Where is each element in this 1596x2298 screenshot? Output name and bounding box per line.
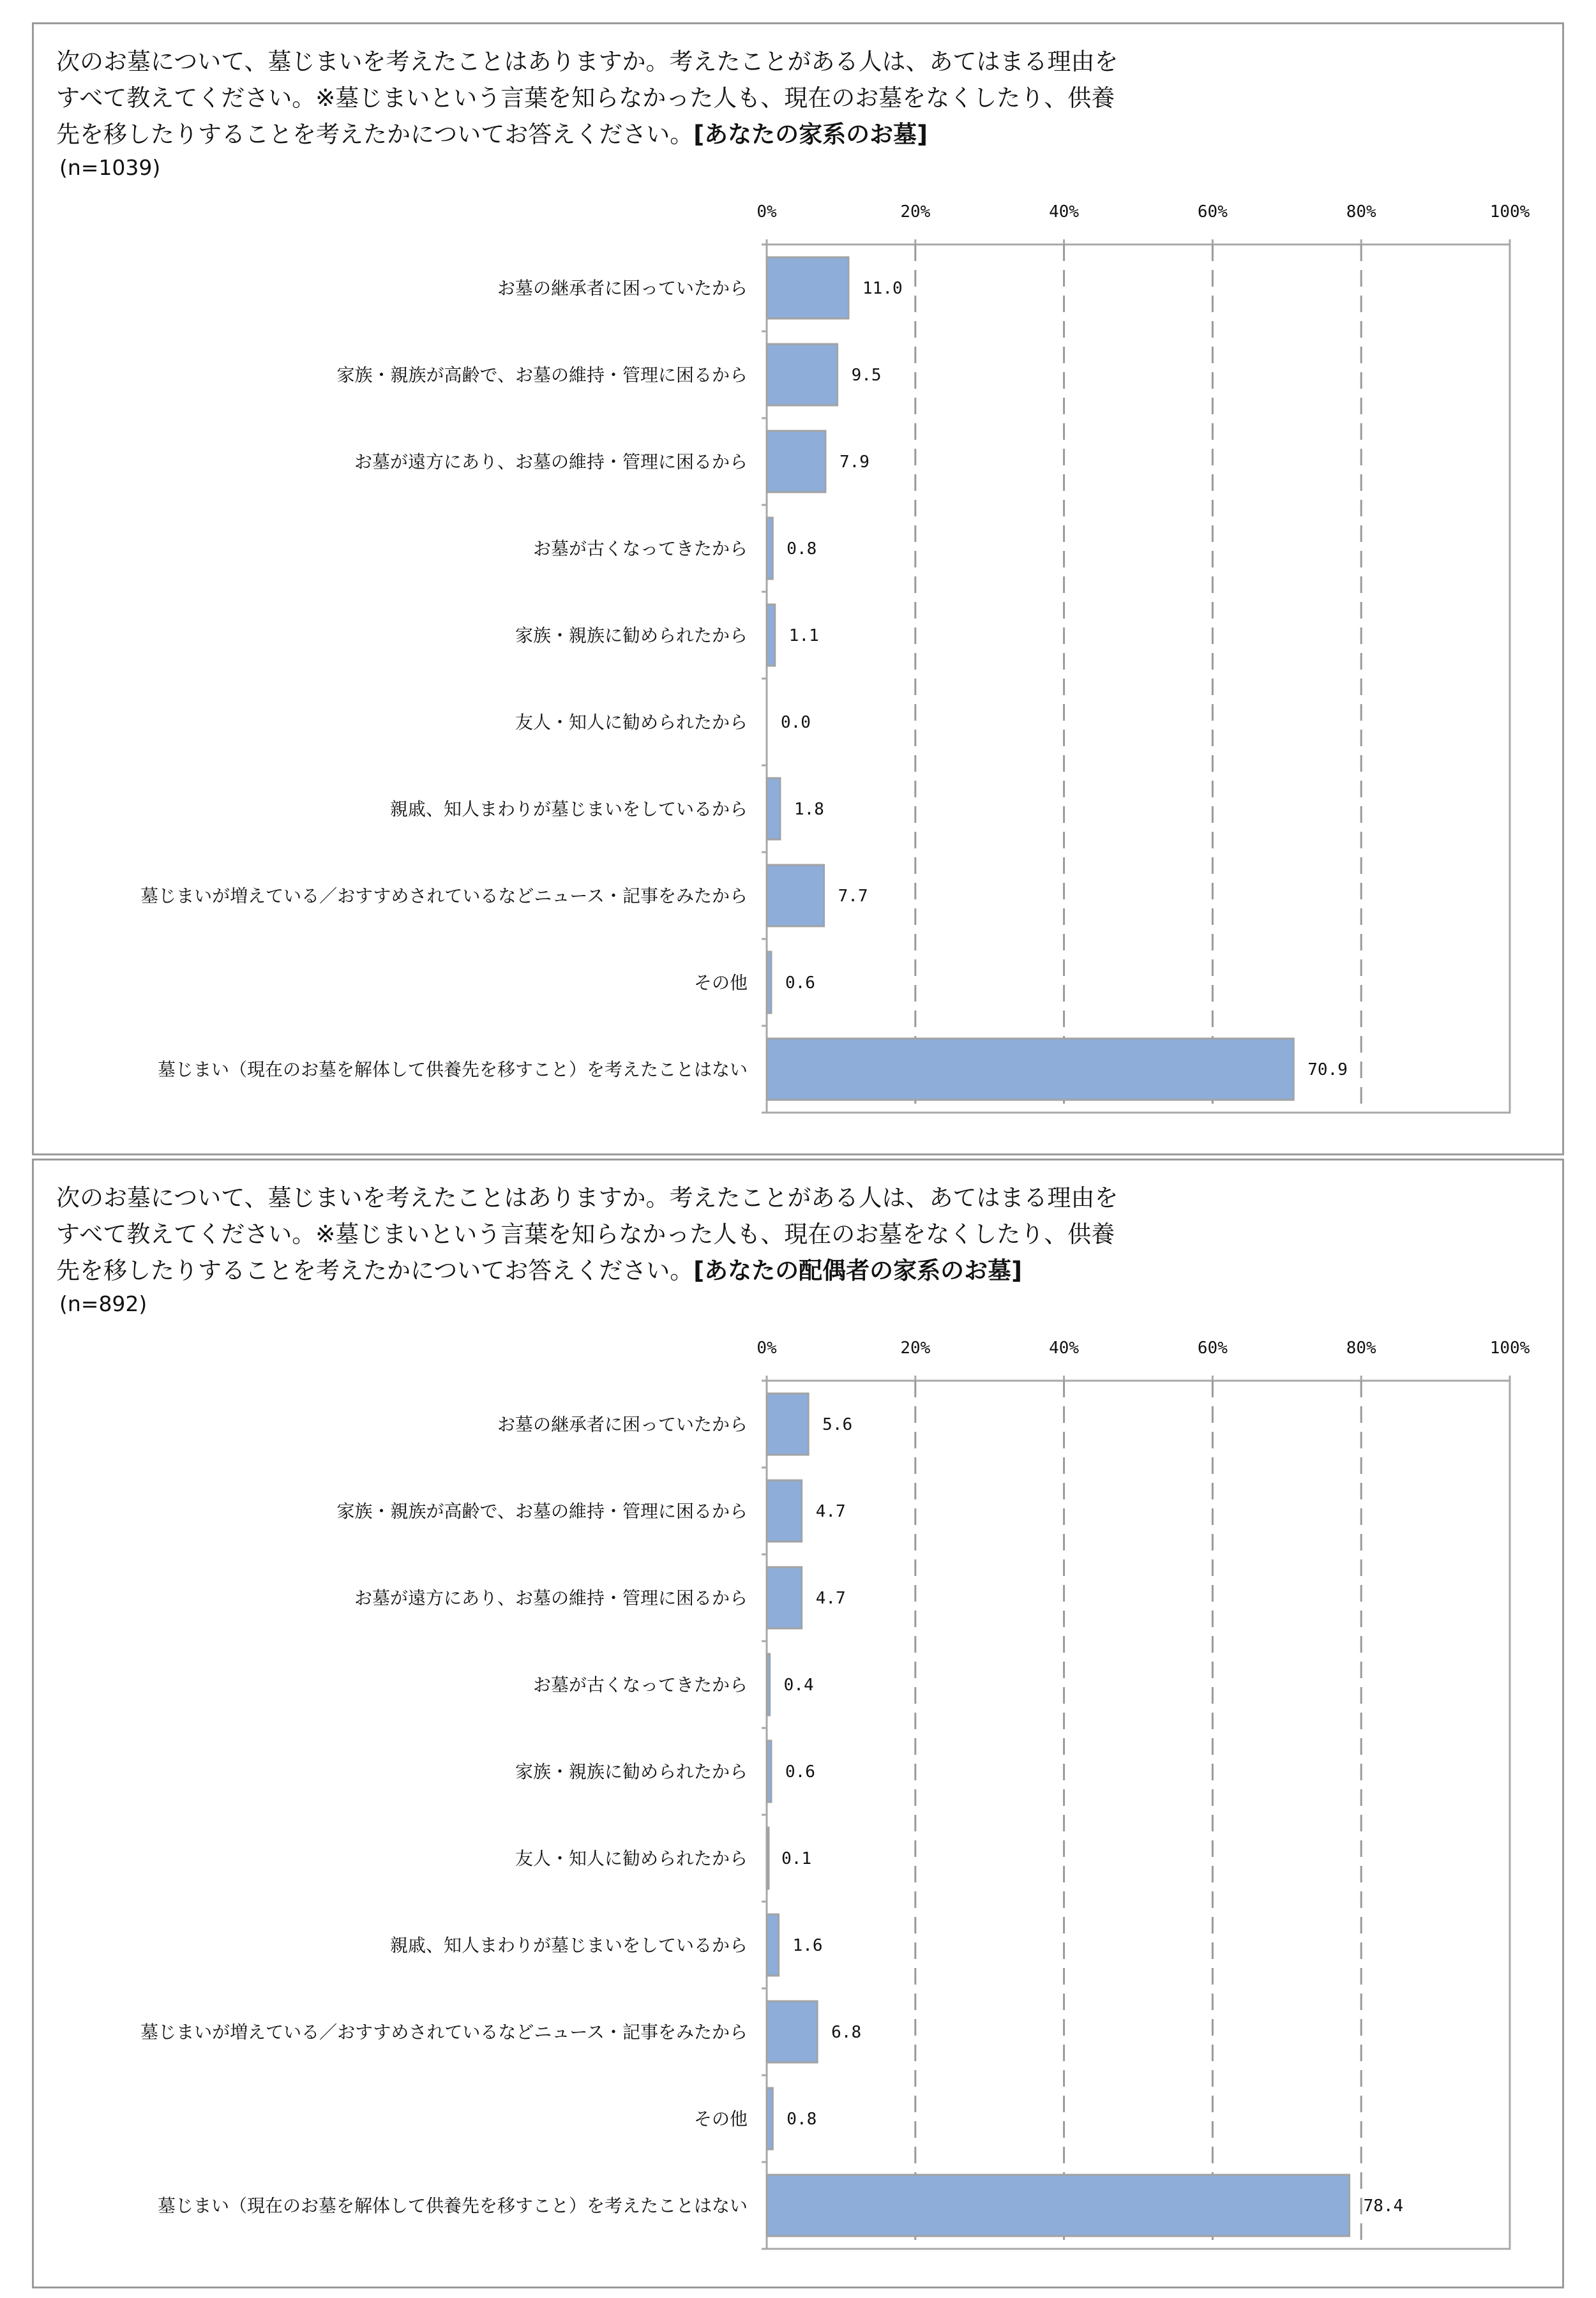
x-tick-label: 60% (1197, 1339, 1228, 1358)
value-label: 1.1 (788, 626, 819, 645)
value-label: 6.8 (831, 2023, 862, 2042)
title-line: 次のお墓について、墓じまいを考えたことはありますか。考えたことがある人は、あてはまる理由を (56, 1184, 1118, 1212)
value-label: 9.5 (851, 366, 882, 385)
bar (767, 344, 838, 405)
value-label: 1.6 (792, 1936, 823, 1955)
value-label: 0.0 (781, 713, 811, 732)
value-label: 11.0 (862, 279, 903, 298)
title-line: すべて教えてください。※墓じまいという言葉を知らなかった人も、現在のお墓をなくしたり、供養 (56, 84, 1115, 112)
value-label: 0.6 (785, 973, 815, 993)
x-tick-label: 20% (900, 202, 931, 222)
bar (767, 1393, 808, 1455)
x-tick-label: 0% (757, 1339, 777, 1358)
title-line: 次のお墓について、墓じまいを考えたことはありますか。考えたことがある人は、あてはまる理由を (56, 48, 1118, 75)
category-label: 家族・親族が高齢で、お墓の維持・管理に困るから (336, 1501, 748, 1522)
bar (767, 2088, 772, 2149)
value-label: 0.8 (787, 539, 817, 559)
value-label: 78.4 (1363, 2197, 1404, 2216)
chart-panel-family-grave (32, 22, 1564, 1155)
category-label: 墓じまい（現在のお墓を解体して供養先を移すこと）を考えたことはない (157, 2195, 748, 2216)
x-tick-label: 0% (757, 202, 777, 222)
title-line: 先を移したりすることを考えたかについてお答えください。 (56, 1257, 694, 1284)
title-line: 先を移したりすることを考えたかについてお答えください。 (56, 121, 694, 148)
category-label: 親戚、知人まわりが墓じまいをしているから (389, 1935, 748, 1956)
bar (767, 257, 848, 319)
chart-panel-spouse-family-grave (32, 1159, 1564, 2288)
value-label: 0.4 (783, 1676, 814, 1695)
title-emphasis: [あなたの家系のお墓] (693, 121, 928, 148)
value-label: 1.8 (794, 800, 824, 819)
x-tick-label: 100% (1489, 1339, 1530, 1358)
x-tick-label: 80% (1346, 202, 1376, 222)
category-label: 家族・親族に勧められたから (515, 625, 748, 646)
bar (767, 2175, 1350, 2236)
x-tick-label: 60% (1197, 202, 1228, 222)
category-label: お墓の継承者に困っていたから (497, 1414, 748, 1435)
bar (767, 1480, 802, 1542)
value-label: 7.9 (839, 453, 870, 472)
bar (767, 1828, 769, 1889)
bar (767, 2001, 817, 2062)
category-label: その他 (693, 2108, 748, 2129)
bar (767, 518, 772, 579)
title-line: すべて教えてください。※墓じまいという言葉を知らなかった人も、現在のお墓をなくしたり、供養 (56, 1220, 1115, 1248)
category-label: お墓が遠方にあり、お墓の維持・管理に困るから (354, 1588, 748, 1609)
bar (767, 1567, 802, 1628)
title-emphasis: [あなたの配偶者の家系のお墓] (693, 1257, 1023, 1284)
value-label: 0.6 (785, 1762, 815, 1782)
bar (767, 778, 780, 839)
sample-size: (n=892) (59, 1291, 147, 1316)
bar (767, 1039, 1293, 1100)
category-label: 親戚、知人まわりが墓じまいをしているから (389, 799, 748, 820)
value-label: 5.6 (822, 1415, 853, 1434)
category-label: 友人・知人に勧められたから (515, 1848, 748, 1869)
value-label: 4.7 (815, 1589, 846, 1608)
plot-area (767, 1381, 1510, 2249)
bar (767, 1914, 779, 1976)
bar (767, 605, 775, 666)
bar-chart (34, 1160, 1562, 2287)
category-label: お墓の継承者に困っていたから (497, 278, 748, 299)
value-label: 70.9 (1307, 1060, 1348, 1079)
category-label: お墓が古くなってきたから (532, 1674, 748, 1695)
bar (767, 1741, 771, 1802)
bar (767, 1654, 770, 1715)
category-label: 墓じまいが増えている／おすすめされているなどニュース・記事をみたから (140, 885, 748, 906)
sample-size: (n=1039) (59, 155, 161, 180)
category-label: 家族・親族に勧められたから (515, 1761, 748, 1782)
bar (767, 865, 824, 926)
x-tick-label: 20% (900, 1339, 931, 1358)
value-label: 7.7 (838, 887, 868, 906)
bar (767, 952, 771, 1013)
category-label: 友人・知人に勧められたから (515, 712, 748, 733)
x-tick-label: 40% (1049, 1339, 1080, 1358)
category-label: 家族・親族が高齢で、お墓の維持・管理に困るから (336, 364, 748, 386)
category-label: 墓じまい（現在のお墓を解体して供養先を移すこと）を考えたことはない (157, 1059, 748, 1080)
category-label: その他 (693, 972, 748, 993)
value-label: 0.1 (781, 1849, 812, 1868)
value-label: 0.8 (787, 2110, 817, 2129)
x-tick-label: 80% (1346, 1339, 1376, 1358)
category-label: お墓が古くなってきたから (532, 538, 748, 559)
x-tick-label: 100% (1489, 202, 1530, 222)
bar (767, 431, 825, 492)
bar-chart (34, 24, 1562, 1153)
value-label: 4.7 (815, 1502, 846, 1521)
category-label: 墓じまいが増えている／おすすめされているなどニュース・記事をみたから (140, 2022, 748, 2043)
x-tick-label: 40% (1049, 202, 1080, 222)
category-label: お墓が遠方にあり、お墓の維持・管理に困るから (354, 451, 748, 472)
